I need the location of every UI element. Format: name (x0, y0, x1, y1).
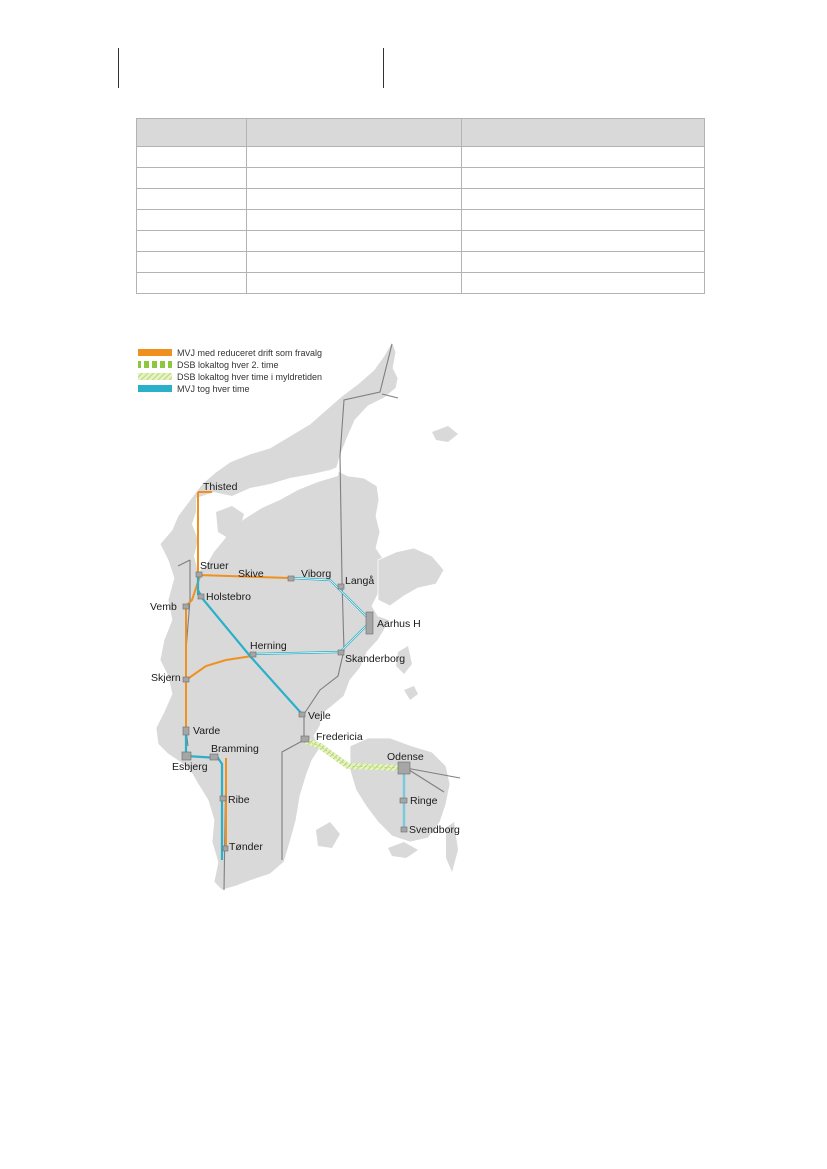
table-row (137, 168, 705, 189)
station-marker (301, 736, 309, 742)
table-header-cell (247, 119, 462, 147)
table-cell (462, 147, 705, 168)
station-marker (250, 652, 256, 657)
city-label-varde: Varde (193, 725, 221, 737)
city-label-esbjerg: Esbjerg (172, 761, 208, 773)
table-cell (247, 147, 462, 168)
city-label-svendborg: Svendborg (409, 824, 460, 836)
city-label-langaa: Langå (345, 575, 375, 587)
map-legend (138, 348, 322, 394)
station-marker (183, 677, 189, 682)
table-header-cell (462, 119, 705, 147)
station-marker (299, 712, 305, 717)
legend-swatch-orange (138, 349, 172, 356)
table-cell (247, 231, 462, 252)
city-label-fredericia: Fredericia (316, 731, 363, 743)
table-cell (137, 147, 247, 168)
city-label-ringe: Ringe (410, 795, 438, 807)
station-marker (338, 584, 344, 589)
station-marker (400, 798, 407, 803)
table-row (137, 231, 705, 252)
table-cell (462, 189, 705, 210)
city-label-skive: Skive (238, 568, 264, 580)
table-cell (137, 252, 247, 273)
laesoe-island (432, 426, 458, 442)
table-header-row (137, 119, 705, 147)
table-cell (462, 168, 705, 189)
header-rule-right (383, 48, 384, 88)
station-marker (401, 827, 407, 832)
city-label-viborg: Viborg (301, 568, 332, 580)
station-marker (288, 576, 294, 581)
legend-label: MVJ tog hver time (177, 384, 250, 394)
data-table (136, 118, 705, 294)
city-label-ribe: Ribe (228, 794, 250, 806)
city-label-holstebro: Holstebro (206, 591, 251, 603)
city-label-vemb: Vemb (150, 601, 177, 613)
als-island (316, 822, 340, 848)
table-row (137, 273, 705, 294)
table-cell (247, 273, 462, 294)
table-cell (137, 210, 247, 231)
city-label-struer: Struer (200, 560, 229, 572)
table-row (137, 210, 705, 231)
station-marker (183, 604, 189, 609)
table-row (137, 252, 705, 273)
city-label-thisted: Thisted (203, 481, 238, 493)
legend-label: DSB lokaltog hver 2. time (177, 360, 279, 370)
table-cell (137, 273, 247, 294)
table-cell (247, 189, 462, 210)
rail-map (130, 336, 470, 896)
station-marker (338, 650, 344, 655)
legend-swatch-green-dashed (138, 361, 172, 368)
table-cell (247, 210, 462, 231)
station-marker (220, 796, 226, 801)
aeroe-island (388, 842, 418, 858)
station-marker (196, 572, 202, 577)
city-label-skanderborg: Skanderborg (345, 653, 406, 665)
city-label-odense: Odense (387, 751, 424, 763)
table-cell (137, 231, 247, 252)
djursland-land (378, 548, 444, 606)
table-cell (137, 189, 247, 210)
table-header-cell (137, 119, 247, 147)
legend-swatch-blue (138, 385, 172, 392)
legend-label: DSB lokaltog hver time i myldretiden (177, 372, 323, 382)
city-label-bramming: Bramming (211, 743, 259, 755)
station-marker (182, 752, 191, 760)
station-marker (398, 762, 410, 774)
table-cell (137, 168, 247, 189)
city-label-vejle: Vejle (308, 710, 331, 722)
table-cell (462, 252, 705, 273)
city-label-aarhus: Aarhus H (377, 618, 421, 630)
table-row (137, 147, 705, 168)
city-label-herning: Herning (250, 640, 287, 652)
station-marker (366, 612, 373, 634)
city-label-toender: Tønder (229, 841, 263, 853)
table-cell (247, 168, 462, 189)
legend-label: MVJ med reduceret drift som fravalg (177, 348, 323, 358)
station-marker (198, 594, 204, 599)
table-cell (462, 273, 705, 294)
legend-swatch-green-hatched (138, 373, 172, 380)
table-cell (462, 231, 705, 252)
table-cell (247, 252, 462, 273)
jutland-land (156, 342, 398, 890)
city-label-skjern: Skjern (151, 672, 181, 684)
header-rule-left (118, 48, 119, 88)
station-marker (183, 727, 189, 735)
station-marker (223, 846, 228, 851)
table-cell (462, 210, 705, 231)
table-row (137, 189, 705, 210)
small-island (404, 686, 418, 700)
